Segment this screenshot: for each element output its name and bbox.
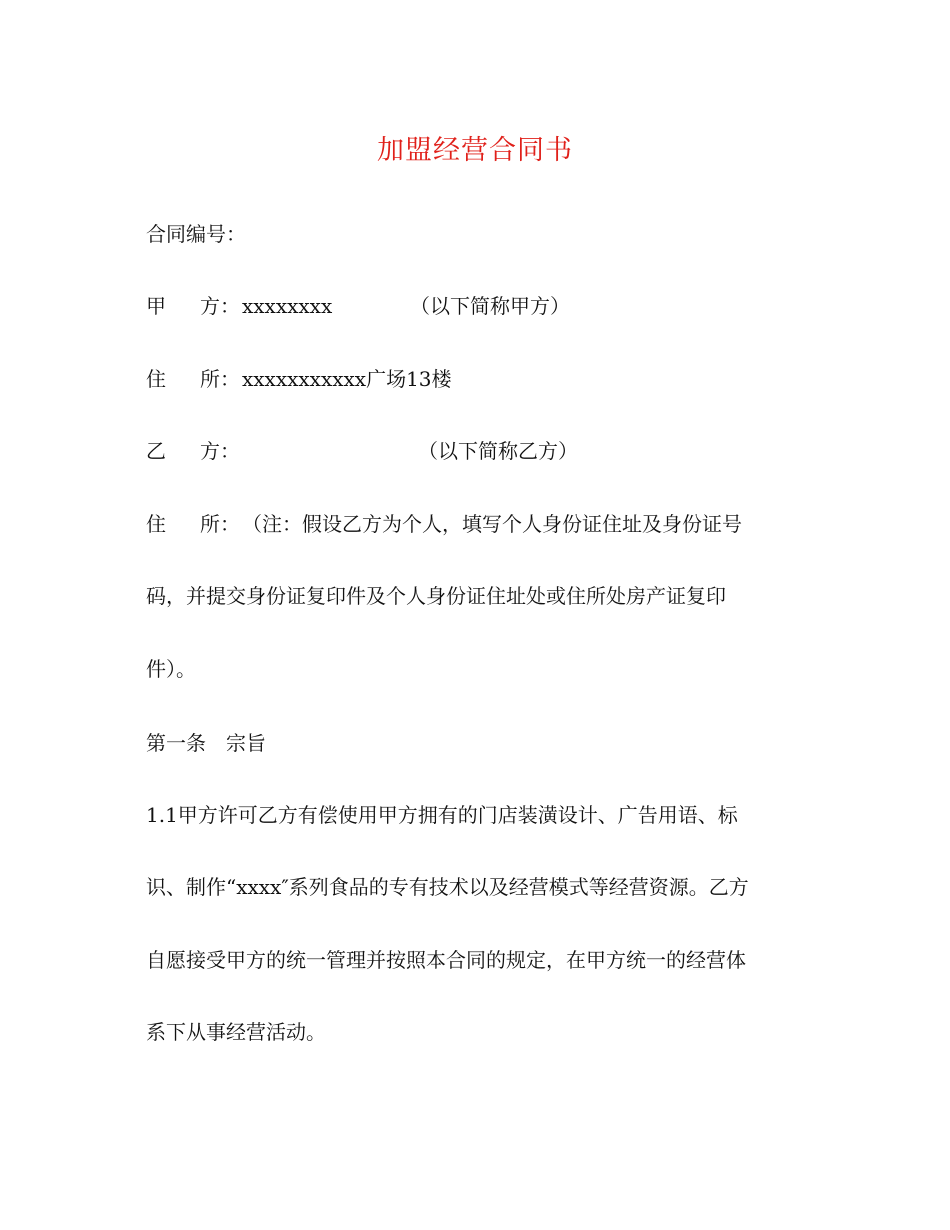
- document-title: 加盟经营合同书: [377, 135, 573, 166]
- party-a-note: （以下简称甲方）: [410, 294, 570, 318]
- address-a-line: [146, 365, 452, 393]
- address-a-label: 住 所：: [146, 367, 240, 391]
- party-b-label: 乙 方：: [146, 439, 240, 463]
- address-b-label: 住 所：: [146, 512, 240, 536]
- party-a-label: 甲 方：: [146, 294, 240, 318]
- party-a-value: xxxxxxxx: [242, 294, 333, 318]
- party-b-note: （以下简称乙方）: [418, 439, 578, 463]
- party-b-line: [146, 437, 578, 465]
- party-a-line: [146, 292, 570, 320]
- address-b-line: [146, 510, 742, 538]
- article-1-para-line3: 自愿接受甲方的统一管理并按照本合同的规定，在甲方统一的经营体: [146, 948, 746, 972]
- article-1-heading: 第一条 宗旨: [146, 731, 266, 755]
- address-b-note-line1: （注：假设乙方为个人，填写个人身份证住址及身份证号: [242, 512, 742, 536]
- address-b-note-line3: 件）。: [146, 657, 196, 681]
- article-1-para-line1: 1.1甲方许可乙方有偿使用甲方拥有的门店装潢设计、广告用语、标: [146, 803, 738, 827]
- contract-number-label: 合同编号：: [146, 222, 246, 246]
- address-b-note-line2: 码，并提交身份证复印件及个人身份证住址处或住所处房产证复印: [146, 584, 726, 608]
- article-1-para-line4: 系下从事经营活动。: [146, 1020, 326, 1044]
- article-1-para-line2: 识、制作“xxxx″系列食品的专有技术以及经营模式等经营资源。乙方: [146, 875, 749, 899]
- address-a-value: xxxxxxxxxxx广场13楼: [242, 367, 452, 391]
